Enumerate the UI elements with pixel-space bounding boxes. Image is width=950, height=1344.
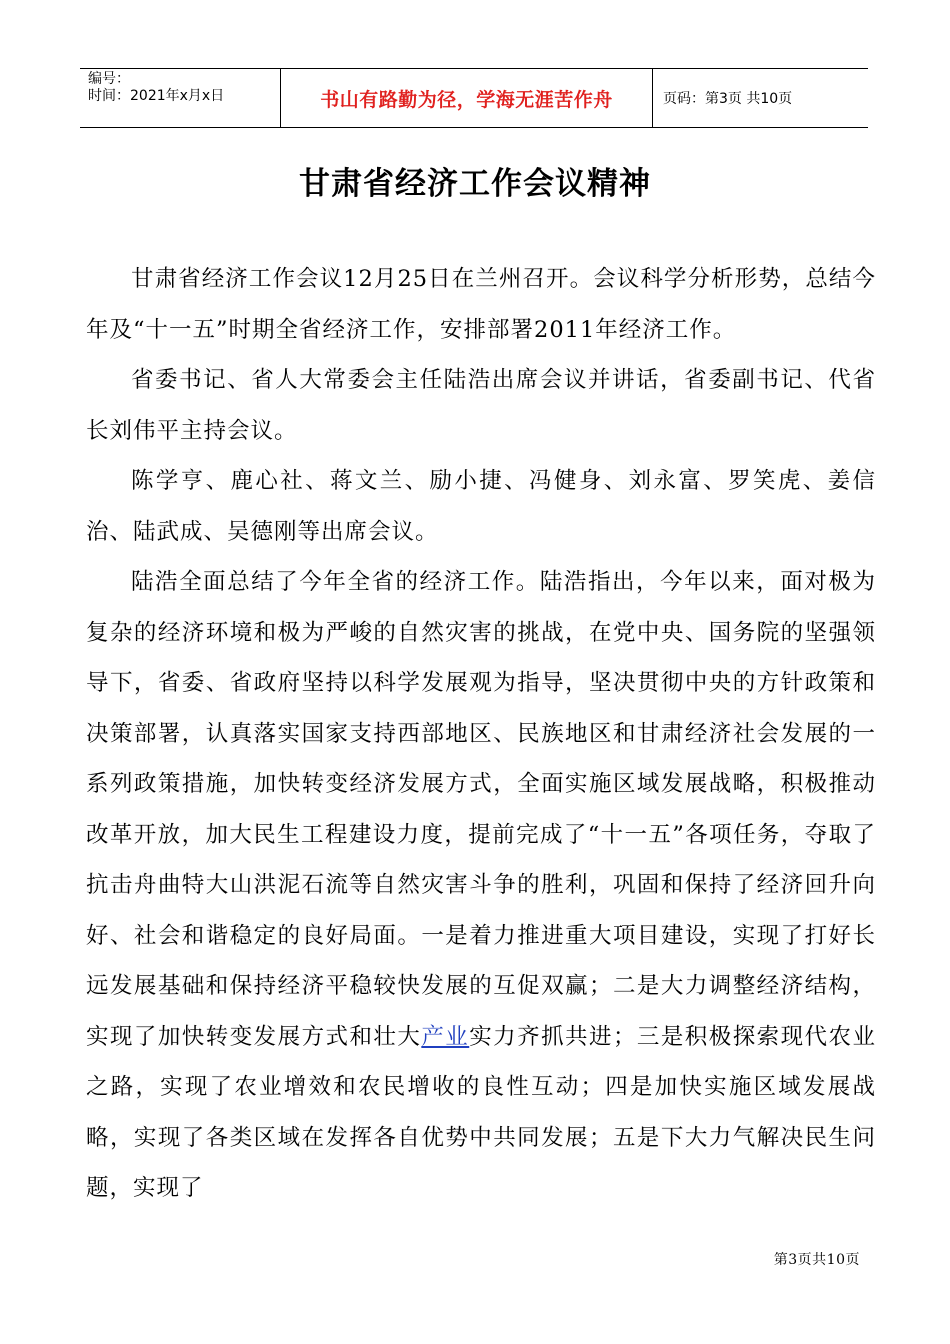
summary-text-before-link: 陆浩全面总结了今年全省的经济工作。陆浩指出，今年以来，面对极为复杂的经济环境和极为严峻的自然灾害的挑战，在党中央、国务院的坚强领导下，省委、省政府坚持以科学发展观为指导，坚决贯彻中央的方针政策和决策部署，认真落实国家支持西部地区、民族地区和甘肃经济社会发展的一系列政策措施，加快转变经济发展方式，全面实施区域发展战略，积极推动改革开放，加大民生工程建设力度，提前完成了“十一五”各项任务，夺取了抗击舟曲特大山洪泥石流等自然灾害斗争的胜利，巩固和保持了经济回升向好、社会和谐稳定的良好局面。一是着力推进重大项目建设，实现了打好长远发展基础和保持经济平稳较快发展的互促双赢；二是大力调整经济结构，实现了加快转变发展方式和壮大 [86, 569, 876, 1050]
page-footer: 第3页共10页 [773, 1252, 860, 1268]
header-page-info: 页码：第3页 共10页 [663, 91, 793, 107]
date-label: 时间：2021年x月x日 [88, 88, 225, 104]
document-body [86, 254, 876, 1214]
document-header [80, 68, 868, 128]
paragraph-summary [86, 557, 876, 1214]
paragraph-attendees: 陈学亨、鹿心社、蒋文兰、励小捷、冯健身、刘永富、罗笑虎、姜信治、陆武成、吴德刚等出席会议。 [86, 468, 876, 545]
document-title: 甘肃省经济工作会议精神 [299, 166, 651, 202]
summary-text-after-link: 实力齐抓共进；三是积极探索现代农业之路，实现了农业增效和农民增收的良性互动；四是加快实施区域发展战略，实现了各类区域在发挥各自优势中共同发展；五是下大力气解决民生问题，实现了 [86, 1023, 876, 1201]
industry-link[interactable]: 产业 [421, 1023, 470, 1050]
paragraph-meeting-intro: 甘肃省经济工作会议12月25日在兰州召开。会议科学分析形势，总结今年及“十一五”时期全省经济工作，安排部署2011年经济工作。 [86, 266, 876, 343]
serial-number-label: 编号： [88, 71, 130, 87]
header-motto: 书山有路勤为径，学海无涯苦作舟 [281, 69, 653, 127]
header-meta-cell [80, 69, 281, 127]
paragraph-attendance-leaders: 省委书记、省人大常委会主任陆浩出席会议并讲话，省委副书记、代省长刘伟平主持会议。 [86, 367, 876, 444]
